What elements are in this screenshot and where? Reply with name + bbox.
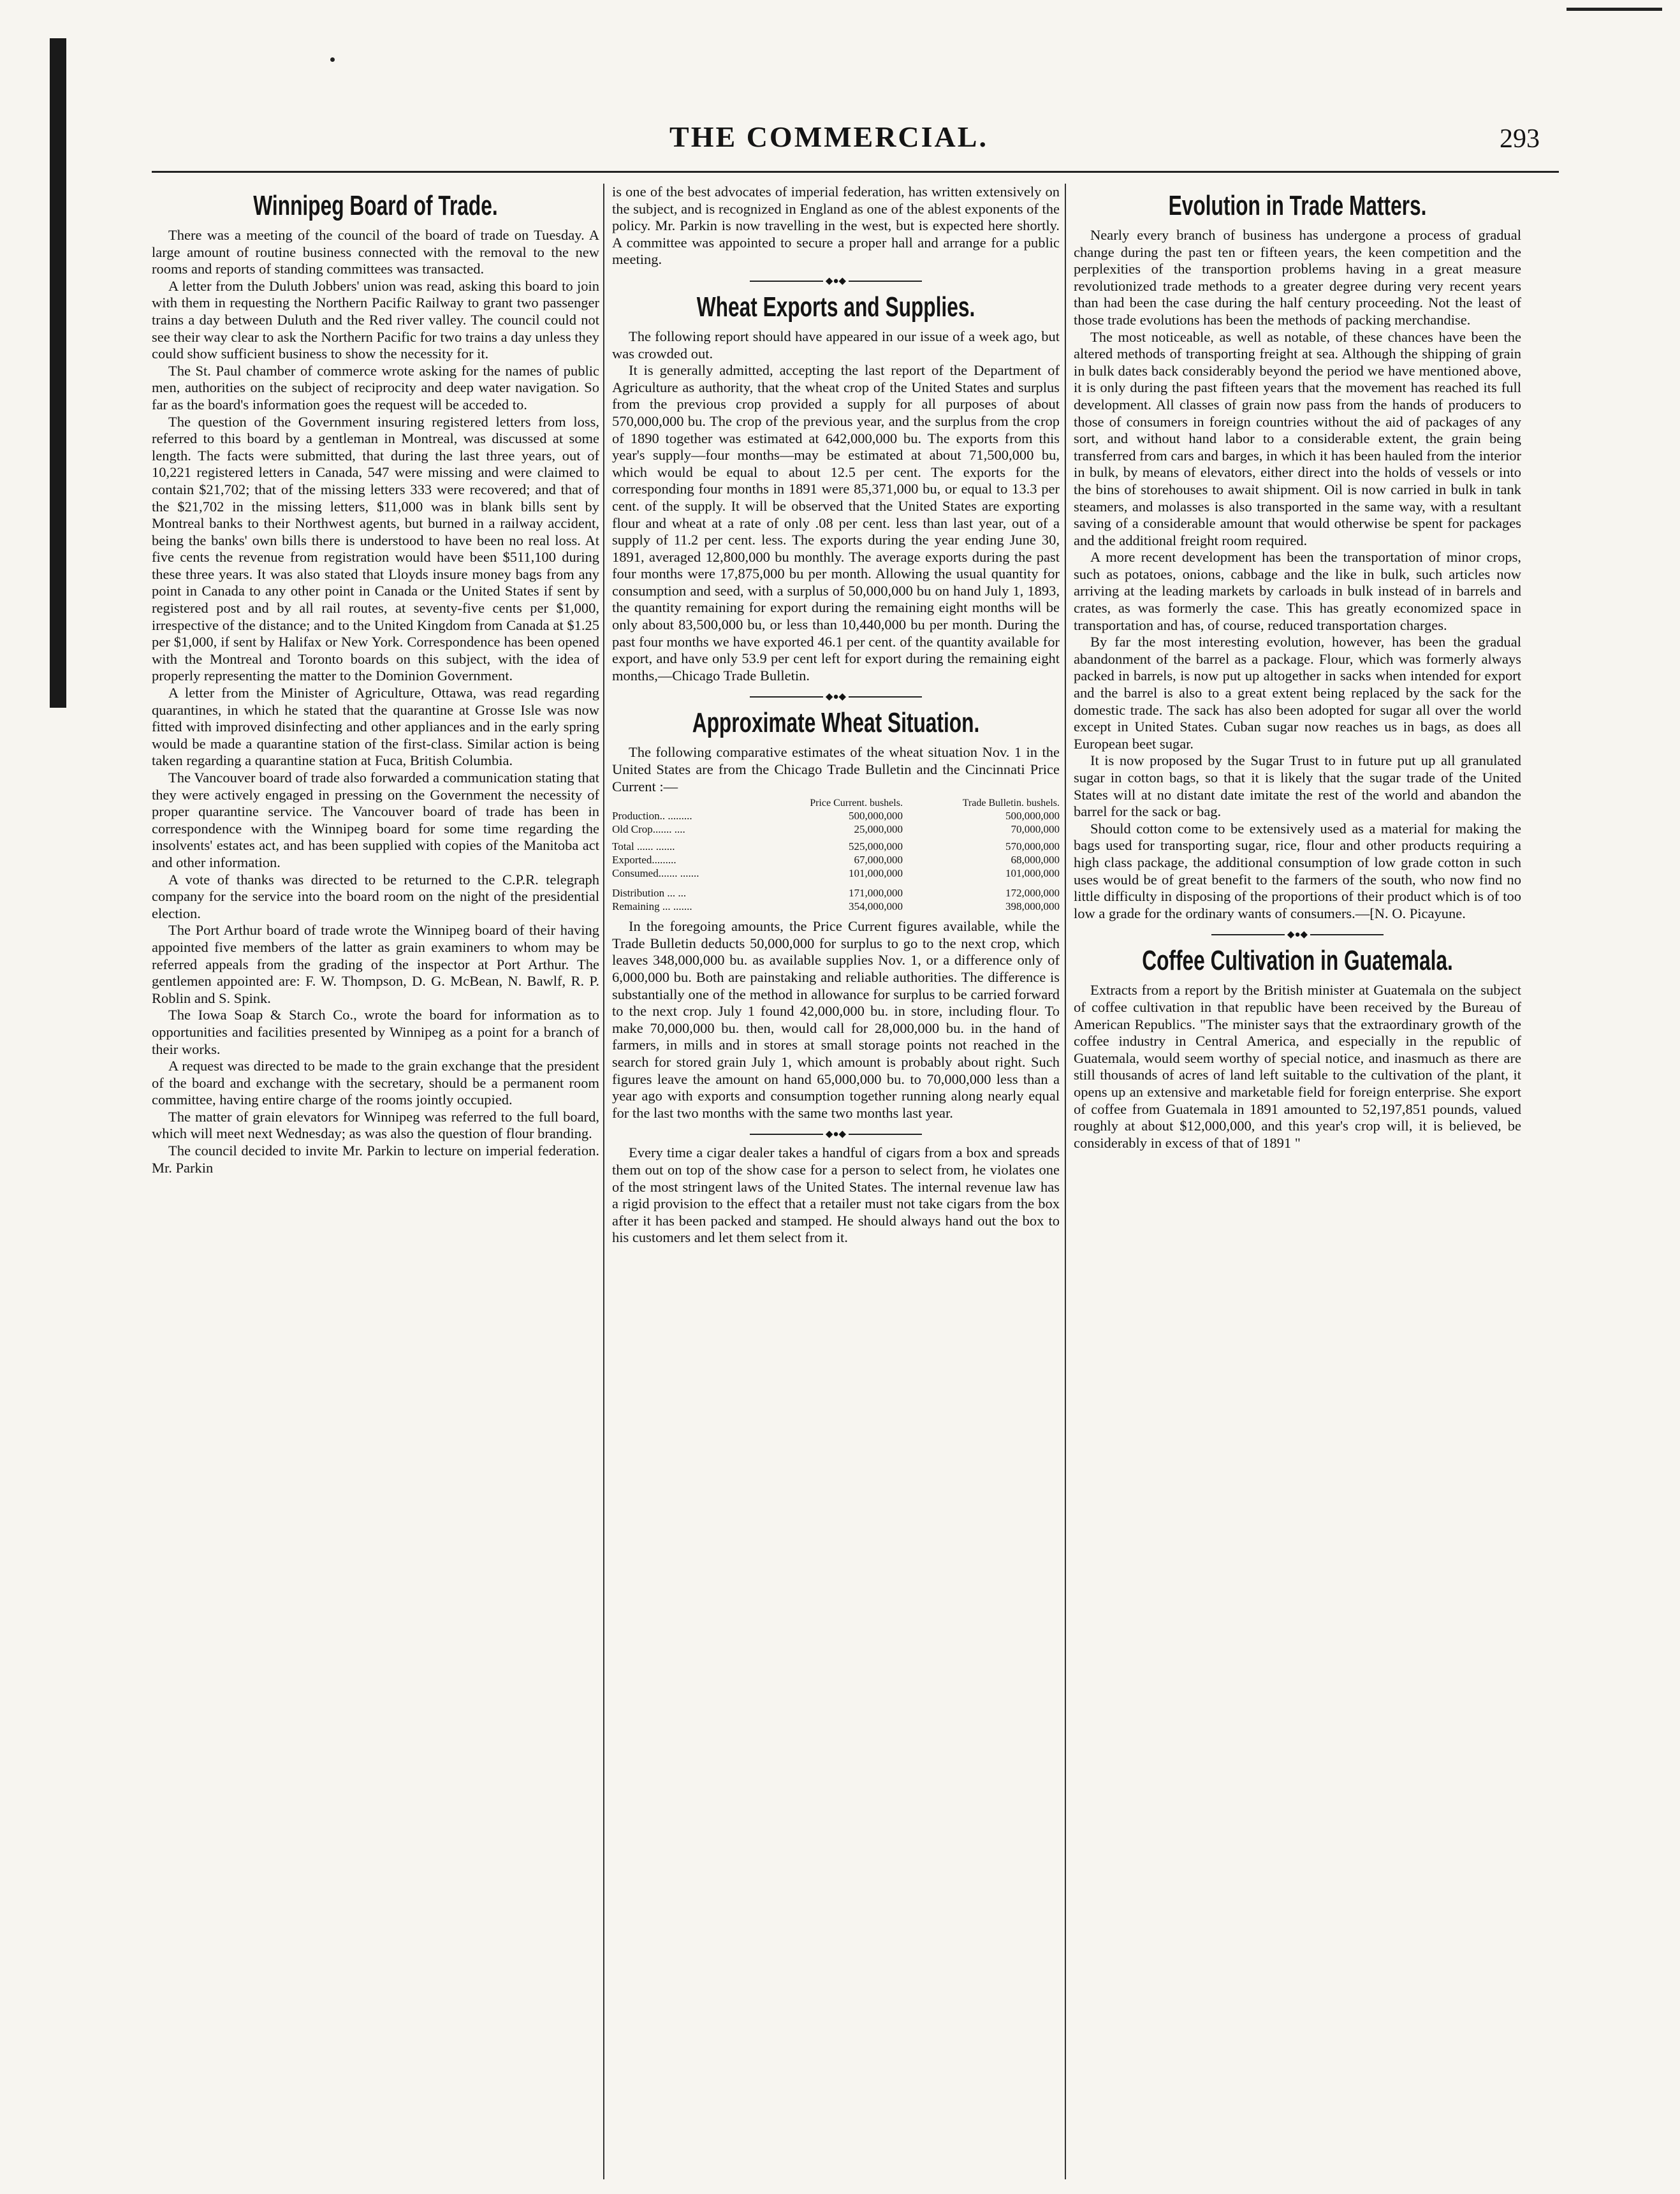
- column-2: [612, 184, 1060, 2186]
- paragraph: Nearly every branch of business has undergone a process of gradual change during the past ten or fifteen years, the keen competition and the perplexities of the transportion problems having in a great measure revolutionized trade methods to a greater degree during very recent years than had been the case during the half century proceeding. Not the least of those trade evolutions has been the methods of packing merchandise.: [1074, 227, 1521, 328]
- table-row: [612, 867, 1060, 880]
- column-header: Price Current. bushels.: [810, 798, 903, 809]
- paragraph: It is now proposed by the Sugar Trust to in future put up all granulated sugar in cotton bags, so that it is likely that the sugar trade of the United States will at no distant date imitate the rest of the world and abandon the barrel for the sack or bag.: [1074, 752, 1521, 820]
- corner-rule: [1567, 8, 1662, 11]
- cell: 172,000,000: [1005, 887, 1060, 900]
- paragraph: A letter from the Duluth Jobbers' union was read, asking this board to join with them in requesting the Northern Pacific Railway to grant two passenger trains a day between Duluth and the Red river valley. The council could not see their way clear to ask the Northern Pacific for two trains a day unless they could show sufficient business to show the necessity for it.: [152, 277, 599, 362]
- scan-edge-bar: [50, 38, 66, 708]
- paragraph: Should cotton come to be extensively used as a material for making the bags used for transporting sugar, rice, flour and other products requiring a high class package, the additional consumption of low grade cotton in such uses would be of great benefit to the farmers of the south, who now find no little difficulty in disposing of the proportions of their product which is of too low a grade for the ordinary wants of consumers.—[N. O. Picayune.: [1074, 820, 1521, 921]
- row-label: Total ...... .......: [612, 840, 675, 853]
- cell: 101,000,000: [848, 867, 903, 880]
- paragraph: By far the most interesting evolution, however, has been the gradual abandonment of the barrel as a package. Flour, which was formerly always packed in barrels, is now put up altogether in sacks when intended for export and the barrel is also to a great extent being replaced by the sack for the domestic trade. The sack has also been adopted for sugar all over the world except in United States. Cuban sugar now reaches us in bags, as does all European beet sugar.: [1074, 634, 1521, 752]
- row-label: Consumed....... .......: [612, 867, 699, 880]
- cell: 101,000,000: [1005, 867, 1060, 880]
- paragraph: The following comparative estimates of the wheat situation Nov. 1 in the United States are from the Chicago Trade Bulletin and the Cincinnati Price Current :—: [612, 744, 1060, 794]
- cell: 525,000,000: [848, 840, 903, 853]
- row-label: Old Crop....... ....: [612, 823, 685, 836]
- paragraph: The most noticeable, as well as notable, of these chances have been the altered methods of transporting freight at sea. Although the shipping of grain in bulk dates back considerably beyond the period we have mentioned above, it is only during the past fifteen years that the movement has reached its full development. All classes of grain now pass from the hands of producers to those of consumers in foreign countries without the aid of packages of any sort, and without hand labor to a considerable extent, the grain being transferred from cars and barges, in which it has been hauled from the interior in bulk, by means of elevators, either direct into the holds of vessels or into the bins of storehouses to await shipment. Oil is now carried in bulk in tank steamers, and molasses is also transported in the same way, with a resultant saving of a considerable amount that would otherwise be spent for packages and the additional freight room required.: [1074, 328, 1521, 548]
- paragraph: There was a meeting of the council of the board of trade on Tuesday. A large amount of routine business connected with the removal to the new rooms and reports of standing committees was transacted.: [152, 227, 599, 277]
- table-row: [612, 880, 1060, 900]
- cell: 25,000,000: [854, 823, 903, 836]
- paragraph: A more recent development has been the transportation of minor crops, such as potatoes, onions, cabbage and the like in bulk, such articles now arriving at the leading markets by carloads in bulk instead of in barrels and crates, as was formerly the case. This has greatly economized space in transportation and has, of course, reduced transportation charges.: [1074, 549, 1521, 633]
- column-3: [1074, 184, 1521, 2186]
- column-rule: [603, 184, 604, 2179]
- cell: 500,000,000: [848, 810, 903, 823]
- cell: 398,000,000: [1005, 900, 1060, 913]
- paragraph: The question of the Government insuring registered letters from loss, referred to this board by a gentleman in Montreal, was discussed at some length. The facts were submitted, that during the last three years, out of 10,221 registered letters in Canada, 547 were missing and were claimed to contain $21,702; that of the missing letters 333 were recovered; and that of the $21,702 in the missing letters, $11,000 was in blank bills sent by Montreal banks to their Northwest agents, but burned in a railway accident, being the banks' own bills there is understood to have been no real loss. At five cents the revenue from registration would have been $511,100 during these three years. It was also stated that Lloyds insure money bags from any point in Canada to any other point in Canada or the United States if sent by registered post and by all rail routes, at seventy-five cents per $1,000, irrespective of the distance; and to the United Kingdom from Canada at $1.25 per $1,000, if sent by Halifax or New York. Correspondence has been opened with the Montreal and Toronto boards on this subject, with the idea of properly representing the matter to the Dominion Government.: [152, 413, 599, 684]
- table-row: [612, 836, 1060, 853]
- row-label: Production.. .........: [612, 810, 692, 823]
- table-row: [612, 900, 1060, 913]
- paragraph: A request was directed to be made to the grain exchange that the president of the board and exchange with the secretary, should be a permanent room committee, having entire charge of the rooms jointly occupied.: [152, 1058, 599, 1108]
- paragraph: It is generally admitted, accepting the last report of the Department of Agriculture as authority, that the wheat crop of the United States and surplus from the previous crop provided a supply for all purposes of about 570,000,000 bu. The crop of the previous year, and the surplus from the crop of 1890 together was estimated at 642,000,000 bu. The exports from this year's supply—four months—may be estimated at about 71,500,000 bu, which would be equal to about 12.5 per cent. The exports for the corresponding four months in 1891 were 85,371,000 bu, or equal to 13.3 per cent. of the supply. It will be observed that the United States are exporting flour and wheat at a rate of only .08 per cent. less than last year, out of a supply of 11.2 per cent. less. The exports during the year ending June 30, 1891, averaged 12,800,000 bu monthly. The average exports during the past four months were 17,875,000 bu per month. Allowing the usual quantity for consumption and seed, with a surplus of 50,000,000 bu on hand July 1, 1893, the quantity remaining for export during the remaining eight months will be only about 83,500,000 bu, or less than 10,440,000 bu per month. During the past four months we have exported 46.1 per cent. of the quantity available for export, and have only 53.9 per cent left for export during the remaining eight months,—Chicago Trade Bulletin.: [612, 362, 1060, 684]
- column-1: [152, 184, 599, 2186]
- table-header-row: [612, 798, 1060, 809]
- section-separator: ◆●◆: [1074, 931, 1521, 939]
- row-label: Remaining ... .......: [612, 900, 692, 913]
- paragraph: Every time a cigar dealer takes a handful of cigars from a box and spreads them out on top of the show case for a person to select from, he violates one of the most stringent laws of the United States. The internal revenue law has a rigid provision to the effect that a retailer must not take cigars from the box after it has been packed and stamped. He should always hand out the box to his customers and let them select from it.: [612, 1145, 1060, 1246]
- masthead: THE COMMERCIAL.: [669, 121, 988, 153]
- paragraph: A letter from the Minister of Agriculture, Ottawa, was read regarding quarantines, in which he stated that the quarantine at Grosse Isle was now fitted with improved disinfecting and other appliances and in the early spring would be made a quarantine station of the first-class. Similar action is being taken regarding a quarantine station at Fuca, British Columbia.: [152, 685, 599, 769]
- table-row: [612, 823, 1060, 836]
- cell: 570,000,000: [1005, 840, 1060, 853]
- paragraph: The Port Arthur board of trade wrote the Winnipeg board of their having appointed five members of the latter as grain examiners to whom may be referred appeals from the grading of the inspector at Port Arthur. The gentlemen appointed are: F. W. Thompson, D. G. McBean, N. Bawlf, R. P. Roblin and S. Spink.: [152, 922, 599, 1006]
- paragraph: The following report should have appeared in our issue of a week ago, but was crowded out.: [612, 328, 1060, 362]
- article-title: Approximate Wheat Situation.: [692, 707, 980, 739]
- article-title: Winnipeg Board of Trade.: [253, 190, 498, 221]
- cell: 68,000,000: [1011, 854, 1060, 867]
- wheat-estimates-table: [612, 798, 1060, 913]
- table-row: [612, 809, 1060, 823]
- column-header: Trade Bulletin. bushels.: [962, 798, 1060, 809]
- paragraph: Extracts from a report by the British minister at Guatemala on the subject of coffee cultivation in that republic have been received by the Bureau of American Republics. "The minister says that the extraordinary growth of the coffee industry in Central America, and especially in the republic of Guatemala, would seem worthy of special notice, and inasmuch as there are still thousands of acres of land left suitable to the cultivation of the plant, it opens up an extensive and marketable field for foreign enterprise. She export of coffee from Guatemala in 1891 amounted to 52,197,851 pounds, valued roughly at about $12,000,000, and this year's crop will, it is believed, be considerably in excess of that of 1891 ": [1074, 982, 1521, 1151]
- paragraph: The Vancouver board of trade also forwarded a communication stating that they were actively engaged in pressing on the Government the necessity of proper quarantine service. The Vancouver board of trade has been in correspondence with the Winnipeg board for some time regarding the insolvents' estates act, and has been supplied with copies of the Manitoba act and other information.: [152, 770, 599, 870]
- scan-speck: [330, 57, 335, 62]
- article-title: Wheat Exports and Supplies.: [696, 291, 975, 323]
- article-title: Evolution in Trade Matters.: [1168, 190, 1427, 221]
- page-number: 293: [1500, 124, 1540, 154]
- cell: 500,000,000: [1005, 810, 1060, 823]
- cell: 171,000,000: [848, 887, 903, 900]
- header-rule: [152, 171, 1559, 173]
- paragraph: The matter of grain elevators for Winnipeg was referred to the full board, which will meet next Wednesday; as was also the question of flour branding.: [152, 1108, 599, 1142]
- row-label: Distribution ... ...: [612, 887, 687, 900]
- row-label: Exported.........: [612, 854, 676, 867]
- article-title: Coffee Cultivation in Guatemala.: [1142, 945, 1453, 977]
- section-separator: ◆●◆: [612, 1130, 1060, 1138]
- paragraph: The council decided to invite Mr. Parkin to lecture on imperial federation. Mr. Parkin: [152, 1143, 599, 1176]
- cell: 354,000,000: [848, 900, 903, 913]
- cell: 70,000,000: [1011, 823, 1060, 836]
- table-row: [612, 853, 1060, 867]
- section-separator: ◆●◆: [612, 693, 1060, 701]
- paragraph: The St. Paul chamber of commerce wrote asking for the names of public men, authorities on the subject of reciprocity and deep water navigation. So far as the board's information goes the request will be acceded to.: [152, 362, 599, 413]
- paragraph: is one of the best advocates of imperial federation, has written extensively on the subject, and is recognized in England as one of the ablest exponents of the policy. Mr. Parkin is now travelling in the west, but is expected here shortly. A committee was appointed to secure a proper hall and arrange for a public meeting.: [612, 184, 1060, 268]
- paragraph: In the foregoing amounts, the Price Current figures available, while the Trade Bulletin deducts 50,000,000 for surplus to go to the next crop, which leaves 348,000,000 bu. as available supplies Nov. 1, or a difference only of 6,000,000 bu. Both are painstaking and reliable authorities. The difference is substantially one of the method in allowance for surplus to be carried forward to the next crop. July 1 found 42,000,000 bu. in store, including flour. To make 70,000,000 bu. then, would call for 28,000,000 bu. in the hand of farmers, in mills and in stores at small storage points not reached in the search for stored grain July 1, which amount is probably about right. Such figures leave the amount on hand 65,000,000 bu. to 70,000,000 less than a year ago with exports and consumption together running along nearly equal for the last two months with the same two months last year.: [612, 918, 1060, 1121]
- column-rule: [1065, 184, 1066, 2179]
- section-separator: ◆●◆: [612, 277, 1060, 285]
- paragraph: The Iowa Soap & Starch Co., wrote the board for information as to opportunities and facilities presented by Winnipeg as a point for a branch of their works.: [152, 1007, 599, 1057]
- paragraph: A vote of thanks was directed to be returned to the C.P.R. telegraph company for the service into the board room on the night of the presidential election.: [152, 871, 599, 921]
- cell: 67,000,000: [854, 854, 903, 867]
